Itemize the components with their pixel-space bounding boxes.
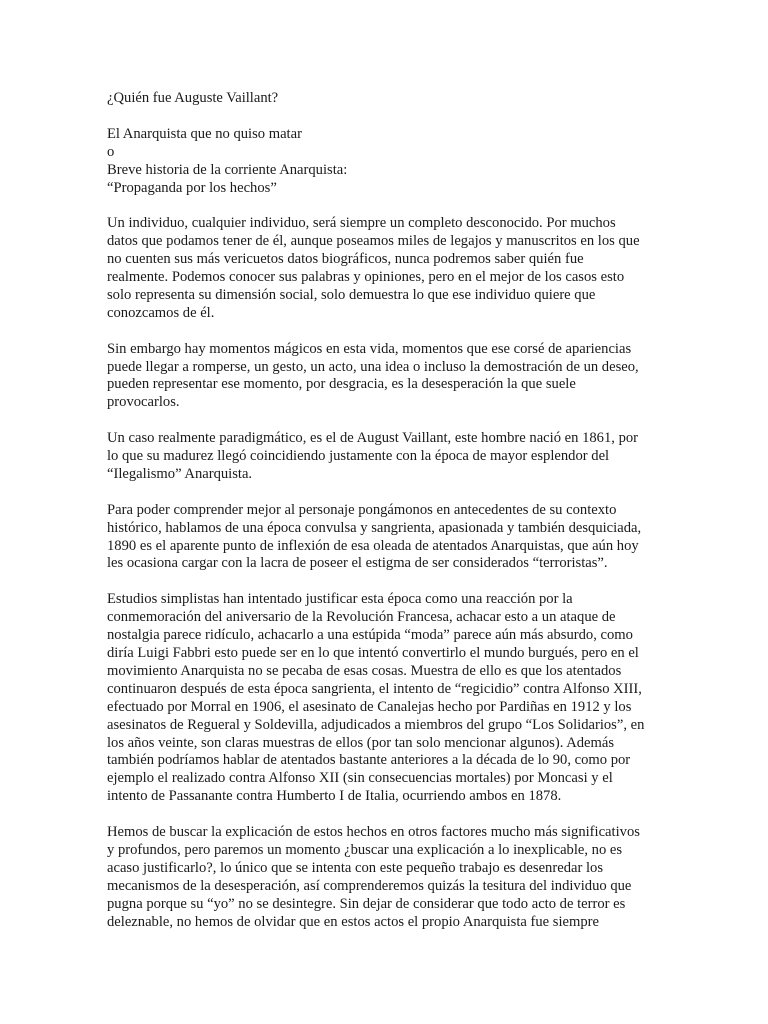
paragraph-line: Estudios simplistas han intentado justificar esta época como una reacción por la — [107, 591, 573, 608]
paragraph-line: Sin embargo hay momentos mágicos en esta vida, momentos que ese corsé de apariencias — [107, 340, 632, 357]
paragraph-line: provocarlos. — [107, 394, 180, 411]
subtitle-line: “Propaganda por los hechos” — [107, 179, 277, 196]
subtitle-line: El Anarquista que no quiso matar — [107, 125, 302, 142]
paragraph-6 — [107, 824, 682, 931]
paragraph-line: puede llegar a romperse, un gesto, un acto, una idea o incluso la demostración de un deseo, — [107, 358, 639, 375]
paragraph-line: intento de Passanante contra Humberto I de Italia, ocurriendo ambos en 1878. — [107, 788, 562, 805]
paragraph-line: “Ilegalismo” Anarquista. — [107, 465, 253, 482]
paragraph-line: ejemplo el realizado contra Alfonso XII (sin consecuencias mortales) por Moncasi y el — [107, 770, 613, 787]
paragraph-line: lo que su madurez llegó coincidiendo justamente con la época de mayor esplendor del — [107, 448, 610, 465]
paragraph-1 — [107, 215, 682, 322]
subtitle-line: o — [107, 143, 115, 160]
paragraph-line: y profundos, pero paremos un momento ¿buscar una explicación a lo inexplicable, no es — [107, 841, 623, 858]
paragraph-line: solo representa su dimensión social, solo demuestra lo que ese individuo quiere que — [107, 286, 596, 303]
paragraph-line: nostalgia parece ridículo, achacarlo a una estúpida “moda” parece aún más absurdo, como — [107, 627, 633, 644]
paragraph-line: datos que podamos tener de él, aunque poseamos miles de legajos y manuscritos en los que — [107, 233, 640, 250]
paragraph-line: no cuenten sus más vericuetos datos biográficos, nunca podremos saber quién fue — [107, 251, 584, 268]
paragraph-line: mecanismos de la desesperación, así comprenderemos quizás la tesitura del individuo que — [107, 877, 632, 894]
paragraph-line: también podríamos hablar de atentados bastante anteriores a la década de lo 90, como por — [107, 752, 631, 769]
paragraph-line: conmemoración del aniversario de la Revolución Francesa, achacar esto a un ataque de — [107, 609, 616, 626]
paragraph-line: Para poder comprender mejor al personaje pongámonos en antecedentes de su contexto — [107, 501, 617, 518]
paragraph-line: deleznable, no hemos de olvidar que en estos actos el propio Anarquista fue siempre — [107, 913, 599, 930]
paragraph-line: conozcamos de él. — [107, 304, 215, 321]
paragraph-line: los años veinte, son claras muestras de ellos (por tan solo mencionar algunos). Además — [107, 734, 615, 751]
paragraph-line: movimiento Anarquista no se pecaba de esas cosas. Muestra de ello es que los atentados — [107, 662, 622, 679]
paragraph-line: Hemos de buscar la explicación de estos hechos en otros factores mucho más significativos — [107, 824, 640, 841]
subtitle-line: Breve historia de la corriente Anarquista: — [107, 161, 348, 178]
document-title — [107, 90, 682, 108]
paragraph-line: Un caso realmente paradigmático, es el de August Vaillant, este hombre nació en 1861, por — [107, 430, 639, 447]
document-body — [107, 90, 682, 949]
paragraph-line: 1890 es el aparente punto de inflexión de esa oleada de atentados Anarquistas, que aún hoy — [107, 537, 639, 554]
paragraph-line: asesinatos de Regueral y Soldevilla, adjudicados a miembros del grupo “Los Solidarios”, en — [107, 716, 645, 733]
subtitle-block — [107, 126, 682, 198]
paragraph-line: histórico, hablamos de una época convulsa y sangrienta, apasionada y también desquiciada, — [107, 519, 642, 536]
title-text: ¿Quién fue Auguste Vaillant? — [107, 90, 279, 106]
paragraph-line: pueden representar ese momento, por desgracia, es la desesperación la que suele — [107, 376, 576, 393]
paragraph-line: les ocasiona cargar con la lacra de poseer el estigma de ser considerados “terroristas”. — [107, 555, 608, 572]
paragraph-3 — [107, 430, 682, 484]
paragraph-line: pugna porque su “yo” no se desintegre. Sin dejar de considerar que todo acto de terror es — [107, 895, 626, 912]
paragraph-line: acaso justificarlo?, lo único que se intenta con este pequeño trabajo es desenredar los — [107, 859, 604, 876]
paragraph-5 — [107, 591, 682, 806]
paragraph-2 — [107, 341, 682, 413]
paragraph-line: efectuado por Morral en 1906, el asesinato de Canalejas hecho por Pardiñas en 1912 y los — [107, 698, 632, 715]
paragraph-line: realmente. Podemos conocer sus palabras y opiniones, pero en el mejor de los casos esto — [107, 269, 625, 286]
paragraph-4 — [107, 502, 682, 574]
paragraph-line: diría Luigi Fabbri esto puede ser en lo que intentó convertirlo el mundo burgués, pero en el — [107, 645, 639, 661]
paragraph-line: Un individuo, cualquier individuo, será siempre un completo desconocido. Por muchos — [107, 215, 616, 232]
paragraph-line: continuaron después de esta época sangrienta, el intento de “regicidio” contra Alfonso XIII, — [107, 680, 642, 697]
